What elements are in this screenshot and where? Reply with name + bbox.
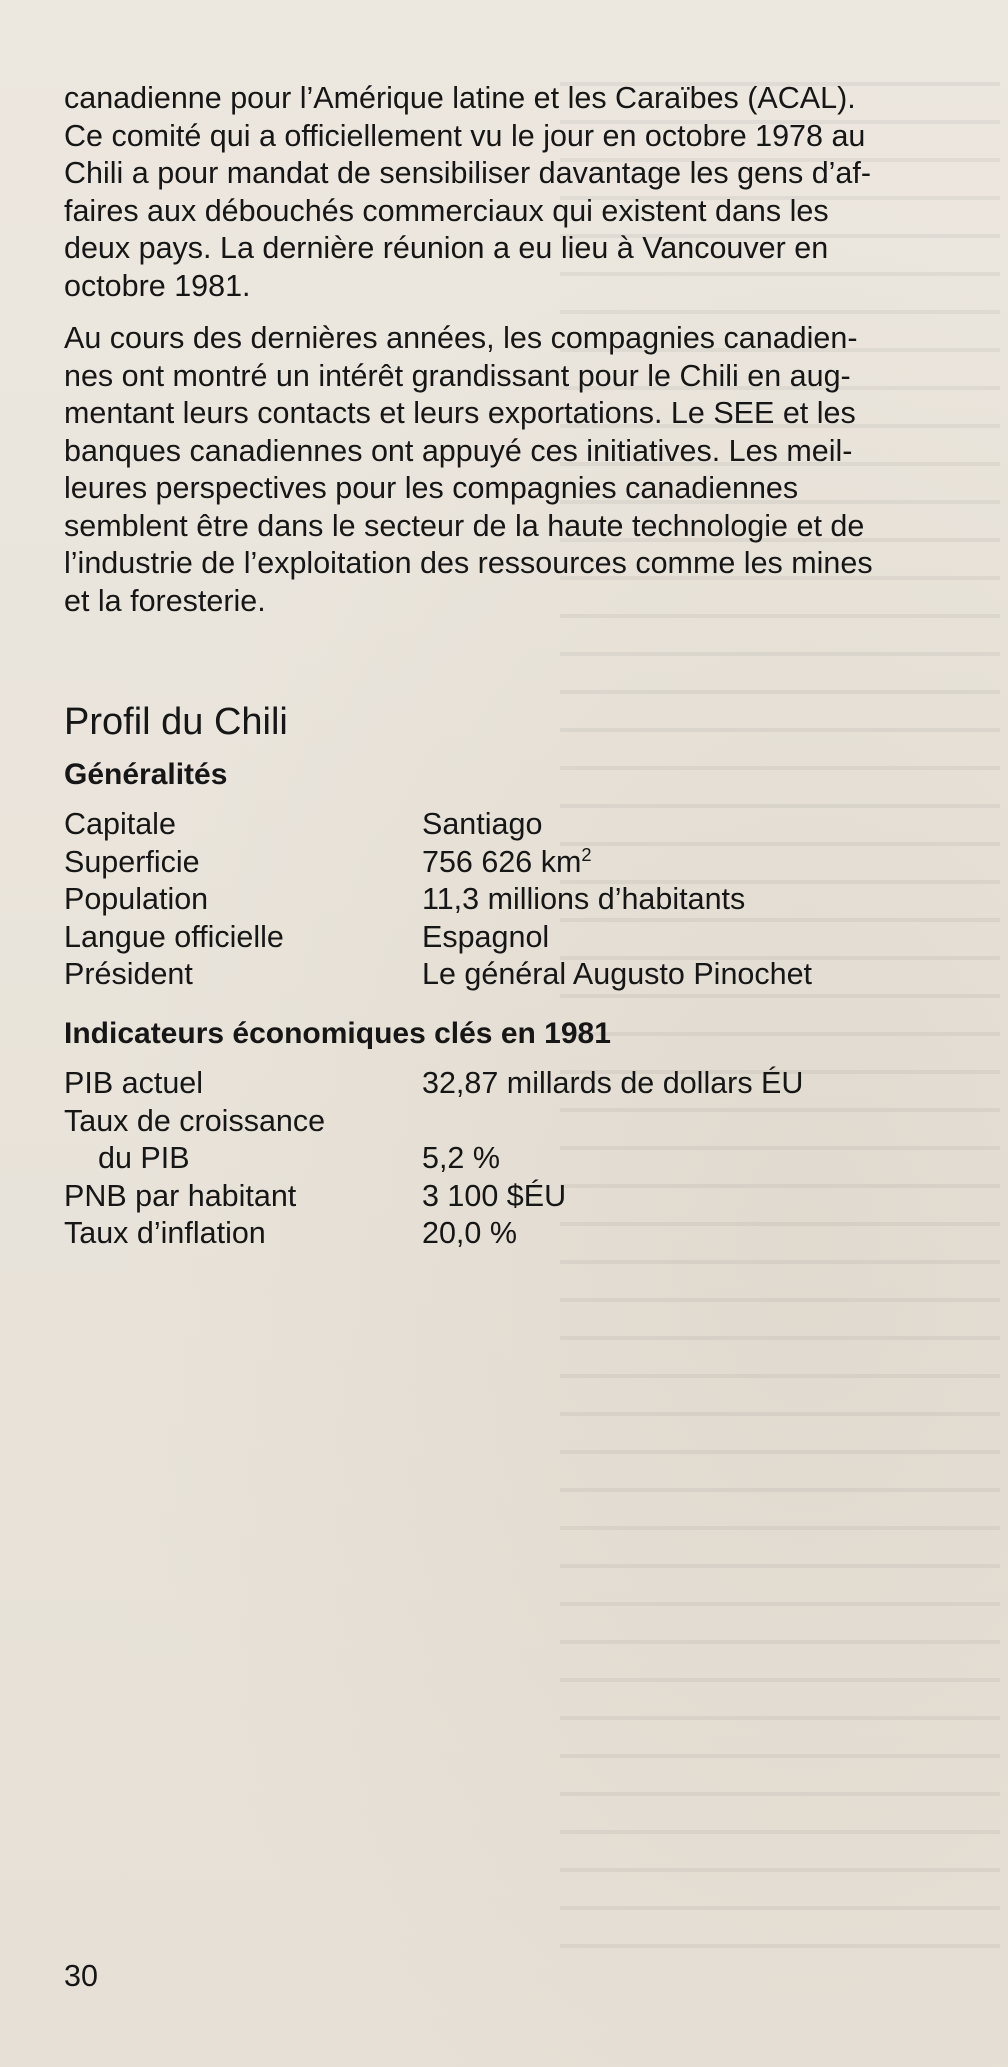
fact-value: Espagnol [422,919,550,954]
page-number: 30 [64,1959,98,1993]
fact-value: 11,3 millions d’habitants [422,882,746,916]
area-value: 756 626 km [422,844,582,879]
text-line: l’industrie de l’exploitation des ressources comme les mines [64,546,873,580]
fact-label: Superficie [64,844,200,879]
indicator-label: Taux de croissance [64,1103,326,1138]
text-line: canadienne pour l’Amérique latine et les Caraïbes (ACAL). [64,81,856,115]
indicator-row-gnp-per-capita [64,1178,944,1216]
area-unit-superscript: 2 [581,843,592,865]
fact-row-population [64,881,944,919]
text-line: Ce comité qui a officiellement vu le jour en octobre 1978 au [64,118,866,153]
fact-row-language [64,919,944,957]
paragraph-acal-committee [64,80,974,305]
text-line: Au cours des dernières années, les compagnies canadien- [64,321,858,355]
general-heading: Généralités [64,758,228,791]
text-line: leures perspectives pour les compagnies canadiennes [64,471,799,505]
economic-indicators-heading: Indicateurs économiques clés en 1981 [64,1017,611,1050]
fact-row-capital [64,806,944,844]
text-line: et la foresterie. [64,583,266,618]
fact-value-area [422,844,592,882]
text-line: nes ont montré un intérêt grandissant pour le Chili en aug- [64,358,851,393]
indicator-label: PIB actuel [64,1066,204,1100]
fact-label: Langue officielle [64,919,284,954]
text-line: faires aux débouchés commerciaux qui existent dans les [64,193,829,228]
indicator-value: 3 100 $ÉU [422,1178,567,1213]
indicator-label: Taux d’inflation [64,1216,266,1250]
indicator-value: 20,0 % [422,1216,517,1250]
text-line: mentant leurs contacts et leurs exportations. Le SEE et les [64,396,856,430]
fact-value: Le général Augusto Pinochet [422,957,813,991]
indicator-row-gdp [64,1065,944,1103]
text-line: octobre 1981. [64,268,251,303]
fact-value: Santiago [422,807,543,841]
indicator-row-growth [64,1140,944,1178]
economic-indicators-table [64,1065,944,1253]
text-line: semblent être dans le secteur de la haute technologie et de [64,508,865,543]
indicator-label: PNB par habitant [64,1178,297,1213]
indicator-row-growth-label [64,1103,944,1141]
fact-label: Population [64,882,209,916]
indicator-row-inflation [64,1215,944,1253]
paragraph-canadian-companies [64,320,974,620]
fact-row-president [64,956,944,994]
indicator-value: 32,87 millards de dollars ÉU [422,1066,804,1100]
text-line: deux pays. La dernière réunion a eu lieu à Vancouver en [64,231,829,265]
general-facts-table [64,806,944,994]
indicator-label: du PIB [98,1141,190,1175]
text-line: Chili a pour mandat de sensibiliser davantage les gens d’af- [64,156,872,190]
profile-title: Profil du Chili [64,701,288,743]
fact-label: Capitale [64,807,176,841]
text-line: banques canadiennes ont appuyé ces initiatives. Les meil- [64,433,853,468]
fact-row-area [64,844,944,882]
indicator-value: 5,2 % [422,1141,500,1175]
fact-label: Président [64,957,193,991]
